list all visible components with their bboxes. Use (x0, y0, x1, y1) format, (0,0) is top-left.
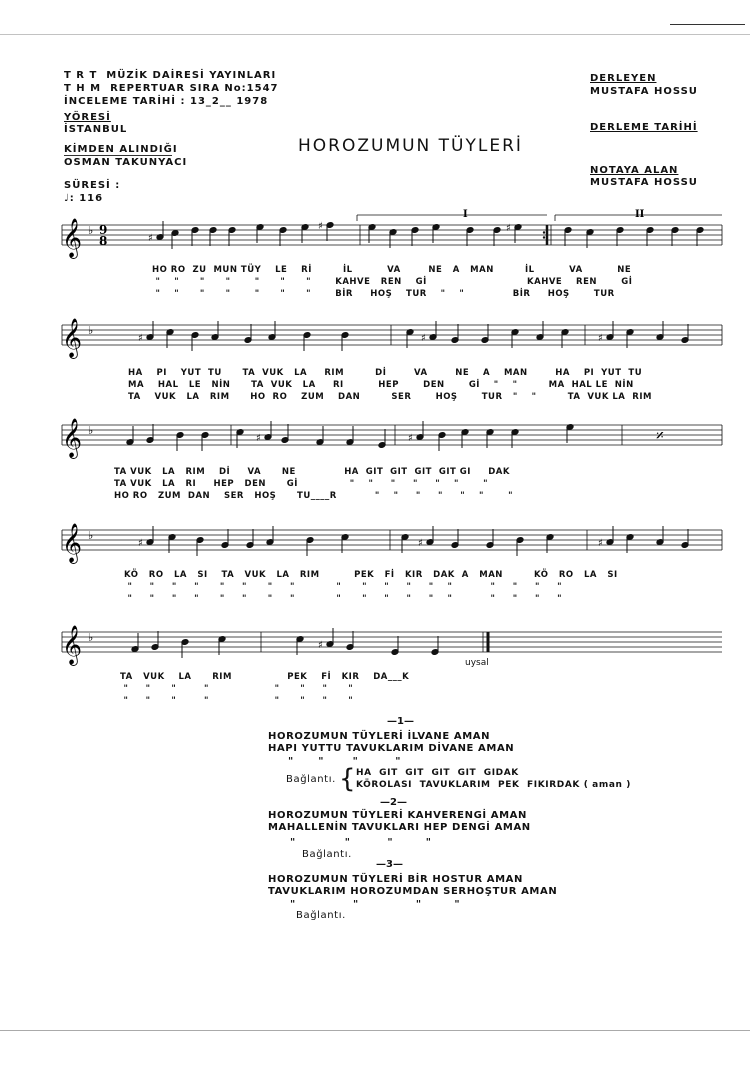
lyrics-s5-l3: " " " " " " " " (120, 696, 354, 706)
staff-1 (0, 205, 750, 265)
sharp-icon: ♯ (138, 538, 143, 549)
verse-2-line-2: MAHALLENİN TAVUKLARI HEP DENGİ AMAN (268, 822, 531, 833)
lyrics-s3-l2: TA VUK LA RI HEP DEN Gİ " " " " " " " (114, 479, 489, 489)
verse-2-baglanti-label: Bağlantı. (302, 849, 352, 860)
lyrics-s3-l3: HO RO ZUM DAN SER HOŞ TU____R " " " " " " " (114, 491, 514, 501)
lyrics-s3-l1: TA VUK LA RIM Dİ VA NE HA GIT GIT GIT GIT GI DAK (114, 467, 510, 477)
sharp-icon: ♯ (421, 333, 426, 344)
derleyen-label: DERLEYEN (590, 73, 657, 84)
lyrics-s1-l2: " " " " " " " KAHVE REN Gİ KAHVE REN Gİ (152, 277, 633, 287)
baglanti-line-1: HA GIT GIT GIT GIT GIDAK (356, 768, 519, 778)
verse-2-number: —2— (380, 797, 407, 808)
lyrics-s2-l3: TA VUK LA RIM HO RO ZUM DAN SER HOŞ TUR " " TA VUK LA RIM (128, 392, 652, 402)
header-line-1: T R T MÜZİK DAİRESİ YAYINLARI (64, 70, 277, 81)
svg-text:𝄞: 𝄞 (62, 523, 83, 563)
lyrics-s5-l1: TA VUK LA RIM PEK Fİ KIR DA___K (120, 672, 410, 682)
svg-text:♭: ♭ (88, 424, 94, 437)
sharp-icon: ♯ (598, 333, 603, 344)
verse-1-number: —1— (387, 716, 414, 727)
verse-3-number: —3— (376, 859, 403, 870)
verse-1-ditto: " " " " (288, 756, 402, 767)
kimden-value: OSMAN TAKUNYACI (64, 157, 188, 168)
volta-2-label: II (635, 209, 645, 220)
svg-text:♭: ♭ (88, 529, 94, 542)
verse-3-line-1: HOROZUMUN TÜYLERİ BİR HOSTUR AMAN (268, 874, 523, 885)
baglanti-line-2: KÖROLASI TAVUKLARIM PEK FIKIRDAK ( aman ) (356, 780, 631, 790)
lyrics-s2-l1: HA PI YUT TU TA VUK LA RIM Dİ VA NE A MAN HA PI YUT TU (128, 368, 643, 378)
svg-text:𝄎: 𝄎 (656, 426, 664, 445)
verse-3-baglanti-label: Bağlantı. (296, 910, 346, 921)
verse-2-ditto: " " " " (290, 837, 432, 848)
top-rule (0, 34, 750, 35)
svg-text:♭: ♭ (88, 224, 94, 237)
lyrics-s5-l2: " " " " " " " " (120, 684, 354, 694)
verse-2-line-1: HOROZUMUN TÜYLERİ KAHVERENGİ AMAN (268, 810, 527, 821)
lyrics-s1-l3: " " " " " " " BİR HOŞ TUR " " BİR HOŞ TUR (152, 289, 615, 299)
notaya-alan-label: NOTAYA ALAN (590, 165, 679, 176)
lyrics-s2-l2: MA HAL LE NİN TA VUK LA RI HEP DEN Gİ " " MA HAL LE NİN (128, 380, 634, 390)
lyrics-s4-l2: " " " " " " " " " " " " " " " " " " (124, 582, 563, 592)
staff-4 (0, 510, 750, 570)
time-sig-top: 9 (99, 223, 108, 237)
yoresi-value: İSTANBUL (64, 124, 128, 135)
derleyen-value: MUSTAFA HOSSU (590, 86, 698, 97)
sharp-icon: ♯ (138, 333, 143, 344)
verse-1-line-1: HOROZUMUN TÜYLERİ İLVANE AMAN (268, 731, 491, 742)
time-sig-bottom: 8 (99, 234, 108, 248)
tempo: ♩: 116 (64, 193, 104, 204)
staff-2 (0, 305, 750, 365)
sharp-icon: ♯ (598, 538, 603, 549)
song-title: HOROZUMUN TÜYLERİ (298, 136, 523, 156)
lyrics-s4-l3: " " " " " " " " " " " " " " " " " " (124, 594, 563, 604)
treble-clef-icon: 𝄞 (62, 218, 83, 258)
svg-text:𝄞: 𝄞 (62, 318, 83, 358)
verse-3-ditto: " " " " (290, 899, 461, 910)
kimden-label: KİMDEN ALINDIĞI (64, 144, 178, 155)
suresi-label: SÜRESİ : (64, 180, 121, 191)
verse-1-line-2: HAPI YUTTU TAVUKLARIM DİVANE AMAN (268, 743, 515, 754)
sharp-icon: ♯ (256, 433, 261, 444)
lyrics-s4-l1: KÖ RO LA SI TA VUK LA RIM PEK Fİ KIR DAK A MAN KÖ RO LA SI (124, 570, 618, 580)
sharp-icon: ♯ (418, 538, 423, 549)
uysal-marking: uysal (465, 658, 489, 668)
staff-5 (0, 612, 750, 672)
verse-1-baglanti-label: Bağlantı. (286, 774, 336, 785)
sharp-icon: ♯ (318, 640, 323, 651)
sharp-icon: ♯ (506, 223, 511, 234)
header-line-2: T H M REPERTUAR SIRA No:1547 (64, 83, 279, 94)
top-right-rule (670, 24, 745, 25)
verse-3-line-2: TAVUKLARIM HOROZUMDAN SERHOŞTUR AMAN (268, 886, 558, 897)
svg-text:♭: ♭ (88, 631, 94, 644)
sharp-icon: ♯ (408, 433, 413, 444)
yoresi-label: YÖRESİ (64, 112, 111, 123)
svg-text:𝄞: 𝄞 (62, 625, 83, 665)
derleme-tarihi-label: DERLEME TARİHİ (590, 122, 698, 133)
sharp-icon: ♯ (318, 221, 323, 232)
bottom-rule (0, 1030, 750, 1031)
notaya-alan-value: MUSTAFA HOSSU (590, 177, 698, 188)
header-line-3: İNCELEME TARİHİ : 13_2__ 1978 (64, 96, 269, 107)
brace-icon: { (339, 764, 356, 794)
svg-text:♭: ♭ (88, 324, 94, 337)
staff-3 (0, 405, 750, 465)
lyrics-s1-l1: HO RO ZU MUN TÜY LE Rİ İL VA NE A MAN İL VA NE (152, 265, 632, 275)
sharp-icon: ♯ (148, 233, 153, 244)
svg-text:𝄞: 𝄞 (62, 418, 83, 458)
volta-1-label: I (463, 209, 468, 220)
